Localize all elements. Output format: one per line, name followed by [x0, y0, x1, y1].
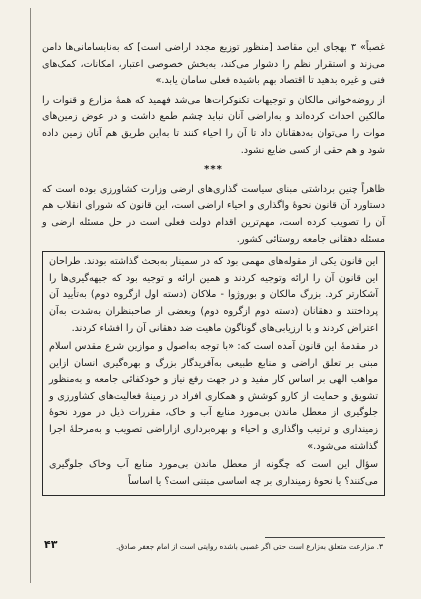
page-number: ۴۳	[44, 538, 58, 551]
box-paragraph-2: در مقدمهٔ این قانون آمده است که: «با توجه به‌اصول و موازین شرع مقدس اسلام مبنی بر تعلق اراضی و منابع طبیعی به‌آفریدگار بزرگ و بهره‌گیری انسان ازاین مواهب الهی بر اساس کار مفید و در جهت رفع نیاز و خودکفائی جامعه و به‌منظور تشویق و حمایت از کارو کوشش و همکاری افراد در زمینهٔ فعالیت‌های کشاورزی و جلوگیری از معطل ماندن بی‌مورد منابع آب و خاک، مقررات ذیل در مورد نحوهٔ زمینداری و ترتیب واگذاری و احیاء و بهره‌برداری ازاراضی تصویب و به‌مرحلهٔ اجرا گذاشته می‌شود.»	[49, 341, 378, 452]
box-paragraph-3: سؤال این است که چگونه از معطل ماندن بی‌مورد منابع آب وخاک جلوگیری می‌کنند؟ یا نحوهٔ زمینداری بر چه اساسی مبتنی است؟ یا اساساً	[49, 459, 378, 487]
section-separator: ***	[204, 164, 223, 176]
boxed-section	[42, 251, 385, 496]
footnote-divider	[265, 537, 385, 538]
footnote: ۳. مزارعت متعلق به‌زارع است حتی اگر غصبی باشده روایتی است از امام جعفر صادق.	[115, 542, 383, 551]
box-paragraph-1: این قانون یکی از مقوله‌های مهمی بود که در سمینار به‌بحث گذاشته بودند. طراحان این قانون آن را ارائه وتوجیه کردند و همین ارائه و توجیه بود که جیهه‌گیری‌ها را آشکارتر کرد. بزرگ مالکان و بوروژوا - ملاکان (دسته اول ازگروه دوم) به‌تأیید آن پرداختند و دهقانان (دسته دوم ازگروه دوم) وبعضی از صاحبنظران به‌شدت به‌آن اعتراض کردند و با ارزیابی‌های گوناگون ماهیت ضد دهقانی آن را افشاء کردند.	[49, 256, 378, 334]
body-text	[42, 40, 385, 496]
paragraph-3: ظاهراً چنین برداشتی مبنای سیاست گذاری‌های ارضی وزارت کشاورزی بوده است که دستاورد آن قانون نحوهٔ واگذاری و احیاء اراضی است، این قانون که شورای انقلاب هم آن را تصویب کرده است، مهم‌ترین اقدام دولت فعلی است در حل مسئله ارضی و مسئله دهقانی جامعه روستائی کشور.	[42, 183, 385, 245]
paragraph-2: از روضه‌خوانی مالکان و توجیهات تکنوکرات‌ها می‌شد فهمید که همهٔ مزارع و قنوات را مالکین احداث کرده‌اند و به‌اراضی آنان نباید چشم طمع داشت و در عوض زمین‌های موات را می‌توان به‌دهقانان داد تا آن را احیاء کنند تا به‌این طریق هم آنان زمین داده شود و هم حقی از کسی ضایع نشود.	[42, 94, 385, 156]
paragraph-1: غصباً» ۳ بهجای این مقاصد [منظور توزیع مجدد اراضی است] که به‌نابسامانی‌ها دامن می‌زند و استقرار نظم را دشوار می‌کند، به‌بخش خصوصی اعتبار، امکانات، کمک‌های فنی و غیره بدهید تا اقتصاد بهم باشیده فعلی سامان یابد.»	[42, 42, 385, 87]
